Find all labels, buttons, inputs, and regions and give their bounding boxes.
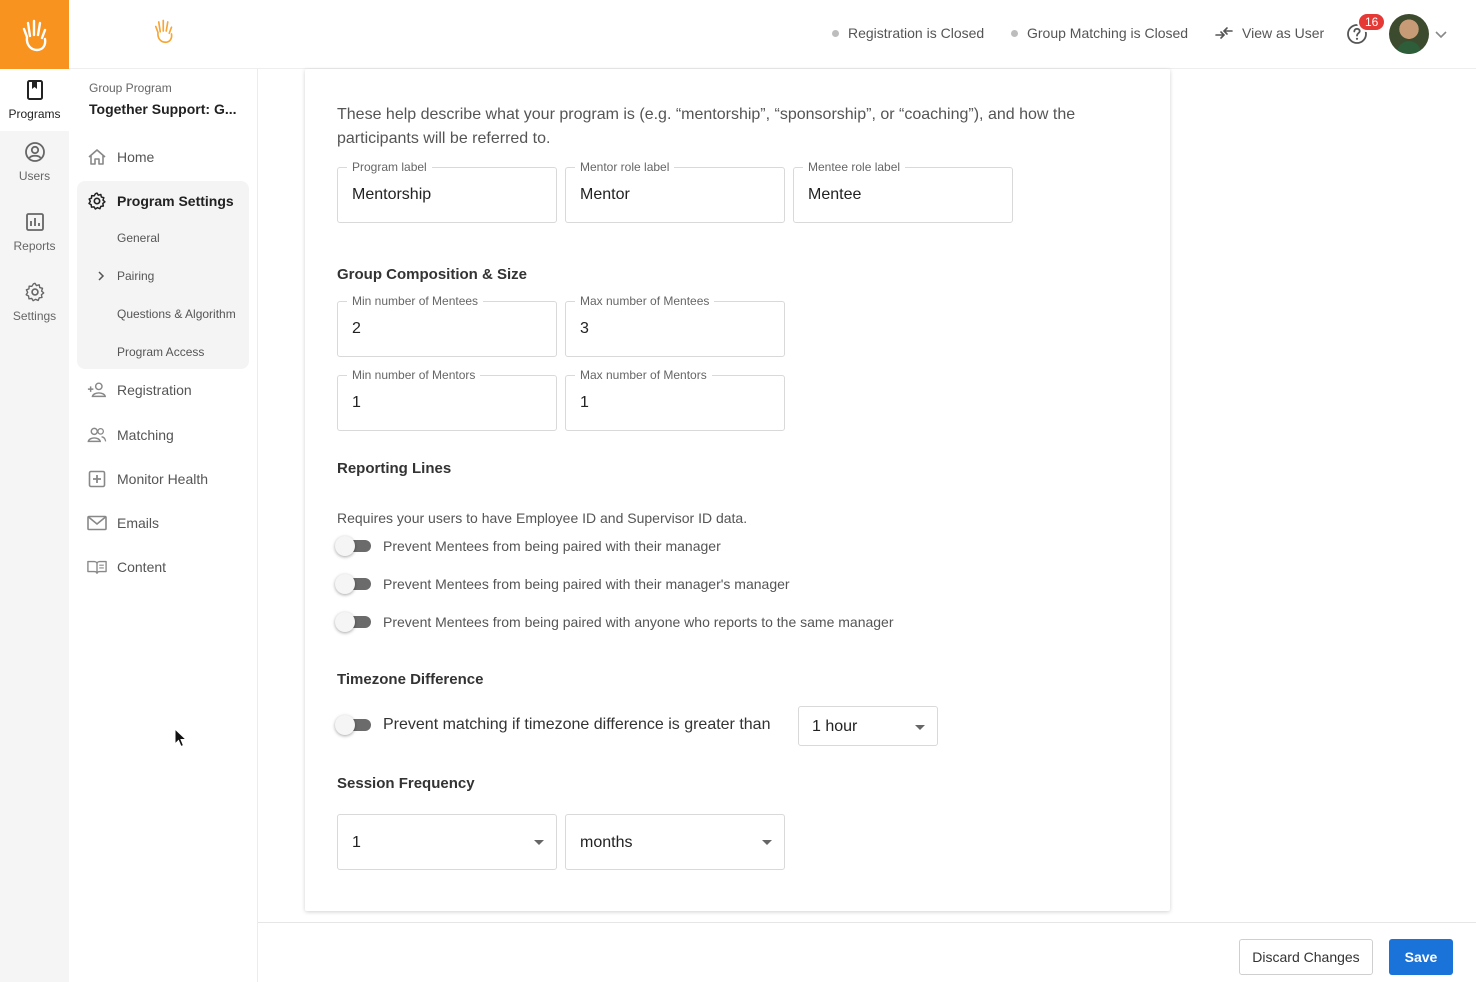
rail-item-label: Users — [18, 169, 51, 183]
select-value: 1 — [352, 834, 361, 851]
save-button[interactable]: Save — [1389, 939, 1453, 975]
matching-status — [1011, 25, 1188, 41]
nav-label: Content — [117, 559, 167, 575]
dropdown-arrow-icon — [915, 725, 925, 730]
min-mentees-field[interactable] — [337, 294, 557, 357]
user-circle-icon — [24, 141, 46, 163]
toggle-switch[interactable] — [337, 538, 371, 554]
dropdown-arrow-icon — [534, 840, 544, 845]
field-value: 2 — [352, 320, 361, 337]
group-composition-title: Group Composition & Size — [337, 266, 527, 283]
labels-description: These help describe what your program is (e.g. “mentorship”, “sponsorship”, or “coaching”), and how the participants will be referred to. — [337, 106, 1076, 147]
field-value: 1 — [580, 394, 589, 411]
view-as-user-label: View as User — [1242, 25, 1325, 41]
timezone-select[interactable] — [798, 706, 938, 746]
app-rail — [0, 0, 69, 982]
toggle-label: Prevent Mentees from being paired with anyone who reports to the same manager — [383, 614, 894, 630]
chevron-down-icon[interactable] — [1435, 26, 1447, 44]
field-value: Mentee — [808, 186, 862, 203]
nav-item-registration[interactable] — [77, 372, 249, 408]
book-icon — [24, 79, 46, 101]
action-bar — [258, 922, 1476, 982]
toggle-label: Prevent Mentees from being paired with their manager's manager — [383, 576, 790, 592]
session-frequency-title: Session Frequency — [337, 775, 475, 792]
rail-item-programs[interactable] — [0, 69, 69, 131]
min-mentors-field[interactable] — [337, 368, 557, 431]
registration-status-text: Registration is Closed — [848, 25, 985, 41]
matching-status-text: Group Matching is Closed — [1027, 25, 1189, 41]
top-bar — [69, 0, 1476, 69]
status-dot — [1011, 30, 1018, 37]
nav-label: Program Settings — [117, 193, 234, 209]
dropdown-arrow-icon — [762, 840, 772, 845]
frequency-count-select[interactable] — [337, 814, 557, 870]
sub-item-pairing[interactable]: Pairing — [117, 269, 155, 283]
field-label: Mentor role label — [575, 160, 674, 174]
field-label: Max number of Mentors — [575, 368, 712, 382]
timezone-title: Timezone Difference — [337, 671, 484, 688]
nav-item-matching[interactable] — [77, 417, 249, 453]
rail-item-label: Settings — [12, 309, 57, 323]
registration-status — [832, 25, 984, 41]
open-book-icon — [87, 557, 107, 577]
hand-brand-icon — [149, 14, 179, 53]
rail-item-reports[interactable] — [0, 201, 69, 263]
rail-item-settings[interactable] — [0, 271, 69, 333]
field-value: Mentorship — [352, 186, 432, 203]
toggle-label: Prevent matching if timezone difference is greater than — [383, 716, 771, 733]
home-icon — [87, 147, 107, 167]
program-name[interactable]: Together Support: G... — [89, 101, 237, 117]
nav-item-monitor-health[interactable] — [77, 461, 249, 497]
toggle-timezone-difference[interactable] — [337, 716, 770, 734]
envelope-icon — [87, 513, 107, 533]
nav-label: Matching — [117, 427, 174, 443]
hand-logo-icon — [15, 15, 55, 55]
mentor-role-label-field[interactable] — [565, 160, 785, 223]
select-value: months — [580, 834, 633, 851]
toggle-prevent-manager[interactable] — [337, 538, 721, 554]
nav-item-emails[interactable] — [77, 505, 249, 541]
toggle-prevent-same-manager[interactable] — [337, 614, 894, 630]
swap-arrows-icon — [1215, 26, 1233, 40]
reporting-lines-title: Reporting Lines — [337, 460, 452, 477]
mentee-role-label-field[interactable] — [793, 160, 1013, 223]
select-value: 1 hour — [812, 718, 858, 735]
toggle-switch[interactable] — [337, 717, 371, 733]
people-icon — [87, 425, 107, 445]
program-nav — [69, 69, 258, 982]
view-as-user-button[interactable] — [1215, 25, 1324, 41]
notification-badge[interactable]: 16 — [1357, 12, 1386, 32]
max-mentees-field[interactable] — [565, 294, 785, 357]
discard-changes-button[interactable]: Discard Changes — [1239, 939, 1373, 975]
nav-item-content[interactable] — [77, 549, 249, 585]
nav-label: Emails — [117, 515, 160, 531]
nav-item-program-settings[interactable] — [77, 183, 249, 219]
field-label: Min number of Mentors — [347, 368, 480, 382]
sub-item-program-access[interactable]: Program Access — [117, 345, 205, 359]
medical-plus-icon — [87, 469, 107, 489]
bar-chart-icon — [24, 211, 46, 233]
status-dot — [832, 30, 839, 37]
toggle-switch[interactable] — [337, 576, 371, 592]
rail-item-label: Reports — [13, 239, 56, 253]
toggle-label: Prevent Mentees from being paired with their manager — [383, 538, 721, 554]
program-label-field[interactable] — [337, 160, 557, 223]
avatar[interactable] — [1389, 14, 1429, 54]
chevron-right-icon[interactable] — [97, 269, 105, 287]
rail-item-users[interactable] — [0, 131, 69, 193]
gear-icon — [87, 191, 107, 211]
rail-item-label: Programs — [8, 107, 61, 121]
sub-item-general[interactable]: General — [117, 231, 160, 245]
sub-item-questions-algorithm[interactable]: Questions & Algorithm — [117, 307, 236, 321]
nav-item-home[interactable] — [77, 139, 249, 175]
field-value: 1 — [352, 394, 361, 411]
reporting-lines-note: Requires your users to have Employee ID and Supervisor ID data. — [337, 510, 748, 526]
field-value: Mentor — [580, 186, 630, 203]
field-label: Program label — [347, 160, 432, 174]
field-label: Max number of Mentees — [575, 294, 714, 308]
gear-icon — [24, 281, 46, 303]
nav-label: Registration — [117, 382, 192, 398]
program-kicker: Group Program — [89, 81, 172, 95]
frequency-unit-select[interactable] — [565, 814, 785, 870]
nav-label: Home — [117, 149, 155, 165]
field-label: Min number of Mentees — [347, 294, 483, 308]
max-mentors-field[interactable] — [565, 368, 785, 431]
mouse-pointer-icon — [174, 728, 188, 753]
field-value: 3 — [580, 320, 589, 337]
add-user-icon — [87, 380, 107, 400]
app-logo[interactable] — [0, 0, 69, 69]
field-label: Mentee role label — [803, 160, 905, 174]
toggle-switch[interactable] — [337, 614, 371, 630]
nav-label: Monitor Health — [117, 471, 209, 487]
toggle-prevent-managers-manager[interactable] — [337, 576, 790, 592]
